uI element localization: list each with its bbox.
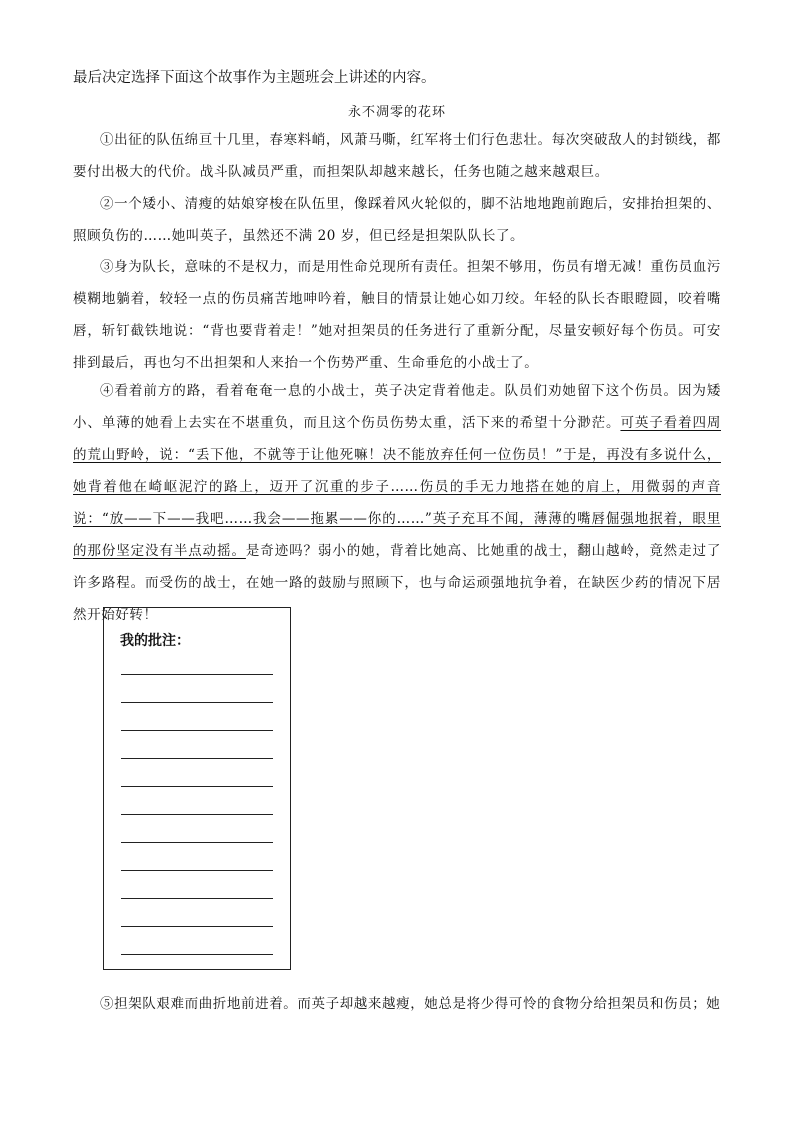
- paragraph-3: ③身为队长，意味的不是权力，而是用性命兑现所有责任。担架不够用，伤员有增无减！重伤员血污模糊地躺着，较轻一点的伤员痛苦地呻吟着，触目的情景让她心如刀绞。年轻的队长杏眼瞪圆，咬着嘴唇，斩钉截铁地说：“背也要背着走！”她对担架员的任务进行了重新分配，尽量安顿好每个伤员。可安排到最后，再也匀不出担架和人来抬一个伤势严重、生命垂危的小战士了。: [73, 259, 721, 371]
- paragraph-4-text-a: ④看着前方的路，看着奄奄一息的小战士，英子决定背着他走。队员们劝她留下这个伤员。因为矮小、单薄的她看上去实在不堪重负，而且这个伤员伤势太重，活下来的希望十分渺茫。: [73, 383, 721, 431]
- annotation-line[interactable]: [121, 702, 273, 703]
- annotation-box: [103, 607, 291, 970]
- annotation-line[interactable]: [121, 870, 273, 871]
- annotation-line[interactable]: [121, 674, 273, 675]
- annotation-line[interactable]: [121, 730, 273, 731]
- annotation-line[interactable]: [121, 814, 273, 815]
- annotation-line[interactable]: [121, 926, 273, 927]
- annotation-label: 我的批注：: [120, 633, 190, 649]
- paragraph-5: ⑤担架队艰难而曲折地前进着。而英子却越来越瘦，她总是将少得可怜的食物分给担架员和伤员；她: [100, 996, 721, 1012]
- annotation-line[interactable]: [121, 758, 273, 759]
- paragraph-4-text-b: 是奇迹吗？弱小的她，背着比她高、比她重的战士，翻山越岭，竟然走过了许多路程。而受伤的战士，在她一路的鼓励与照顾下，也与命运顽强地抗争着，在缺医少药的情况下居然开始好转！: [73, 543, 721, 623]
- paragraph-2: ②一个矮小、清瘦的姑娘穿梭在队伍里，像踩着风火轮似的，脚不沾地地跑前跑后，安排抬担架的、照顾负伤的……她叫英子，虽然还不满 20 岁，但已经是担架队队长了。: [73, 196, 721, 244]
- intro-sentence: 最后决定选择下面这个故事作为主题班会上讲述的内容。: [73, 70, 436, 86]
- annotation-line[interactable]: [121, 898, 273, 899]
- story-title: 永不凋零的花环: [347, 105, 446, 120]
- annotation-line[interactable]: [121, 786, 273, 787]
- paragraph-1: ①出征的队伍绵亘十几里，春寒料峭，风萧马嘶，红军将士们行色悲壮。每次突破敌人的封锁线，都要付出极大的代价。战斗队减员严重，而担架队却越来越长，任务也随之越来越艰巨。: [73, 132, 721, 180]
- annotation-line[interactable]: [121, 954, 273, 955]
- paragraph-4: [73, 375, 721, 631]
- annotation-line[interactable]: [121, 842, 273, 843]
- underlined-passage: 可英子看着四周的荒山野岭，说：“丢下他，不就等于让他死嘛！决不能放弃任何一位伤员！”于是，再没有多说什么，她背着他在崎岖泥泞的路上，迈开了沉重的步子……伤员的手无力地搭在她的肩上，用微弱的声音说：“放——下——我吧……我会——拖累——你的……”英子充耳不闻，薄薄的嘴唇倔强地抿着，眼里的那份坚定没有半点动摇。: [73, 415, 721, 559]
